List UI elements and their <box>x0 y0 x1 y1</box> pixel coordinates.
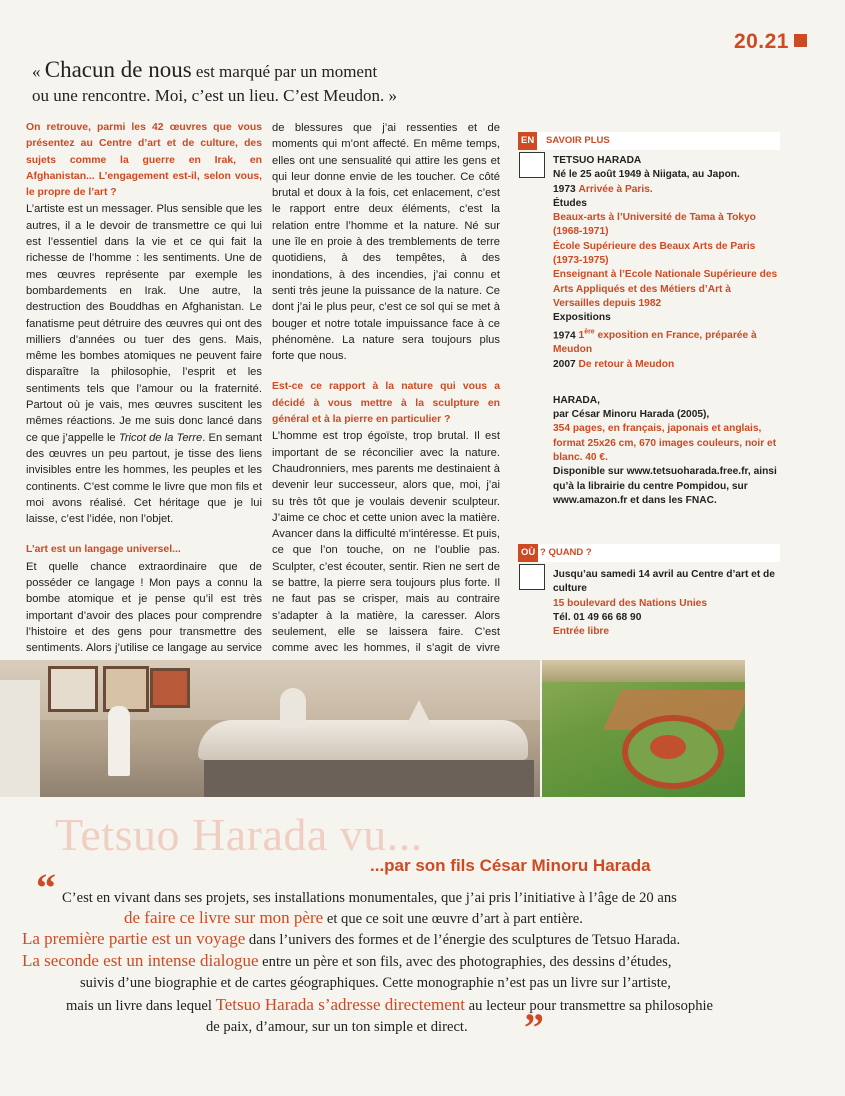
open-quote-icon: “ <box>36 865 56 910</box>
pull-quote: « Chacun de nous est marqué par un moment ou une rencontre. Moi, c’est un lieu. C’est Meudon. » <box>32 57 397 105</box>
question-3: Est-ce ce rapport à la nature qui vous a décidé à vous mettre à la sculpture en général et à la pierre en particulier ? <box>272 381 500 426</box>
quote-line-3: La première partie est un voyage dans l’univers des formes et de l’énergie des sculptures de Tetsuo Harada. <box>22 929 681 948</box>
quote-line-4: La seconde est un intense dialogue entre un père et son fils, avec des photographies, des dessins d’études, <box>22 951 672 970</box>
page-number: 20.21 <box>734 30 807 54</box>
exhibition-photo <box>0 660 540 797</box>
question-1: On retrouve, parmi les 42 œuvres que vous présentez au Centre d’art et de culture, des sujets comme la guerre en Irak, en Afghanistan... L’engagement est-il, selon vous, le propre de l’art ? <box>26 122 262 199</box>
sculpture-small <box>108 706 130 776</box>
answer-2: Et quelle chance extraordinaire que de posséder ce langage ! Mon pays a connu la bombe atomique et je pense qu’il est très important d’avoir des places pour comprendre l’histoire et des gens pour transmettre des sentiments. Alors j’utilise ce langage au service <box>26 560 262 655</box>
section-subtitle: ...par son fils César Minoru Harada <box>370 856 651 875</box>
quote-line-5: suivis d’une biographie et de cartes géographiques. Cette monographie n’est pas un livre sur l’artiste, <box>80 975 671 991</box>
info-header: EN SAVOIR PLUS <box>518 132 780 150</box>
quote-line-1: C’est en vivant dans ses projets, ses installations monumentales, que j’ai pris l’initiative à l’âge de 20 ans <box>62 890 677 906</box>
close-quote-icon: ” <box>524 1005 544 1050</box>
land-art-photo <box>542 660 745 797</box>
painting-frame <box>150 668 190 708</box>
answer-2-continued: de blessures que j’ai ressenties et de moments qui m’ont affecté. En même temps, elles ont une sensualité qui attire les gens et qui leur donne envie de les toucher. Ce côté brutal et doux à la fois, cet enlacement, c’est le rapport entre deux éléments, c’est la relation entre l’homme et la nature. Né sur une île en proie à des tremblements de terre quotidiens, à des tempêtes, à des inondations, à des incendies, j’ai connu et senti très jeune la puissance de la nature. Ce dont j’ai le plus peur, c’est ce sol qui se met à bouger et notre totale impuissance face à ce phénomène. La nature sera toujours plus forte que nous. <box>272 122 500 363</box>
painting-frame <box>103 666 149 712</box>
sculpture-marble <box>198 720 528 760</box>
quote-line-7: de paix, d’amour, sur un ton simple et direct. <box>206 1019 468 1035</box>
checkbox-square <box>519 564 545 590</box>
question-2: L’art est un langage universel... <box>26 544 181 556</box>
painting-frame <box>48 666 98 712</box>
quote-line-6: mais un livre dans lequel Tetsuo Harada s’adresse directement au lecteur pour transmettre sa philosophie <box>66 995 714 1014</box>
sculpture-base <box>204 760 534 797</box>
quote-line-2: de faire ce livre sur mon père et que ce soit une œuvre d’art à part entière. <box>124 908 583 927</box>
bio: TETSUO HARADA Né le 25 août 1949 à Niigata, au Japon. 1973 Arrivée à Paris. Études Beaux-arts à l’Université de Tama à Tokyo (1968-1971) École Supérieure des Beaux Arts de Paris (1973-1975) Enseignant à l’Ecole Nationale Supérieure des Arts Appliqués et des Métiers d’Art à Versailles depuis 1982 Expositions 1974 1ère exposition en France, préparée à Meudon 2007 De retour à Meudon HARADA, par César Minoru Harada (2005), 354 pages, en français, japonais et anglais, format 25x26 cm, 670 images couleurs, noir et blanc. 40 €. Disponible sur www.tetsuoharada.free.fr, ainsi qu’à la librairie du centre Pompidou, sur www.amazon.fr et dans les FNAC. <box>553 155 778 506</box>
answer-1: L’artiste est un messager. Plus sensible que les autres, il a le devoir de transmettre ce qui lui est l’essentiel dans la vie et ce qui fait la richesse de l’homme : les sentiments. Une de mes œuvres représente par exemple les bombardements en Irak. Une autre, la destruction des Bouddhas en Afghanistan. Le fanatisme peut détruire des œuvres qui ont des milliers d’années ou tuer des gens. Mais, même les bombes atomiques ne peuvent faire disparaître la philosophie, l’esprit et les sentiments tels que l’amour ou la fraternité. Partout où je vais, mes œuvres suscitent les mêmes réactions. Je me suis donc lancé dans ce que j’appelle le Tricot de la Terre. En semant des œuvres un peu partout, je tisse des liens invisibles entre les hommes, les peuples et les continents. C’est comme le livre que mon fils et moi avons réalisé. Cet héritage que je lui laisse, c’est l’idée, non l’objet. <box>26 203 262 526</box>
where-header: OÙ ? QUAND ? <box>518 544 780 562</box>
article-column-1 <box>26 120 262 705</box>
article-column-2 <box>272 120 500 689</box>
where-when-box: OÙ ? QUAND ? Jusqu’au samedi 14 avril au Centre d’art et de culture 15 boulevard des Nations Unies Tél. 01 49 66 68 90 Entrée libre <box>518 544 780 639</box>
section-title: Tetsuo Harada vu... <box>55 809 423 860</box>
checkbox-square <box>519 152 545 178</box>
answer-3: L’homme est trop égoïste, trop brutal. Il est important de se réconcilier avec la nature. Chaudronniers, mes parents me destinaient à devenir leur successeur, alors que, moi, j’ai su très tôt que je voulais devenir sculpteur. J’aime ce choc et cette union avec la matière. Avancer dans la difficulté m’intéresse. Et puis, ce que l’on touche, on ne l’oublie pas. Sculpter, c’est écouter, sentir. Rien ne sert de se battre, la pierre sera toujours plus forte. Il ne faut pas se crisper, mais au contraire s’adapter à la matière, la caresser. Alors seulement, elle se laissera faire. C’est comme avec les hommes, il s’agit de vivre <box>272 428 500 689</box>
page-number-square <box>794 34 807 47</box>
info-box <box>518 132 780 508</box>
